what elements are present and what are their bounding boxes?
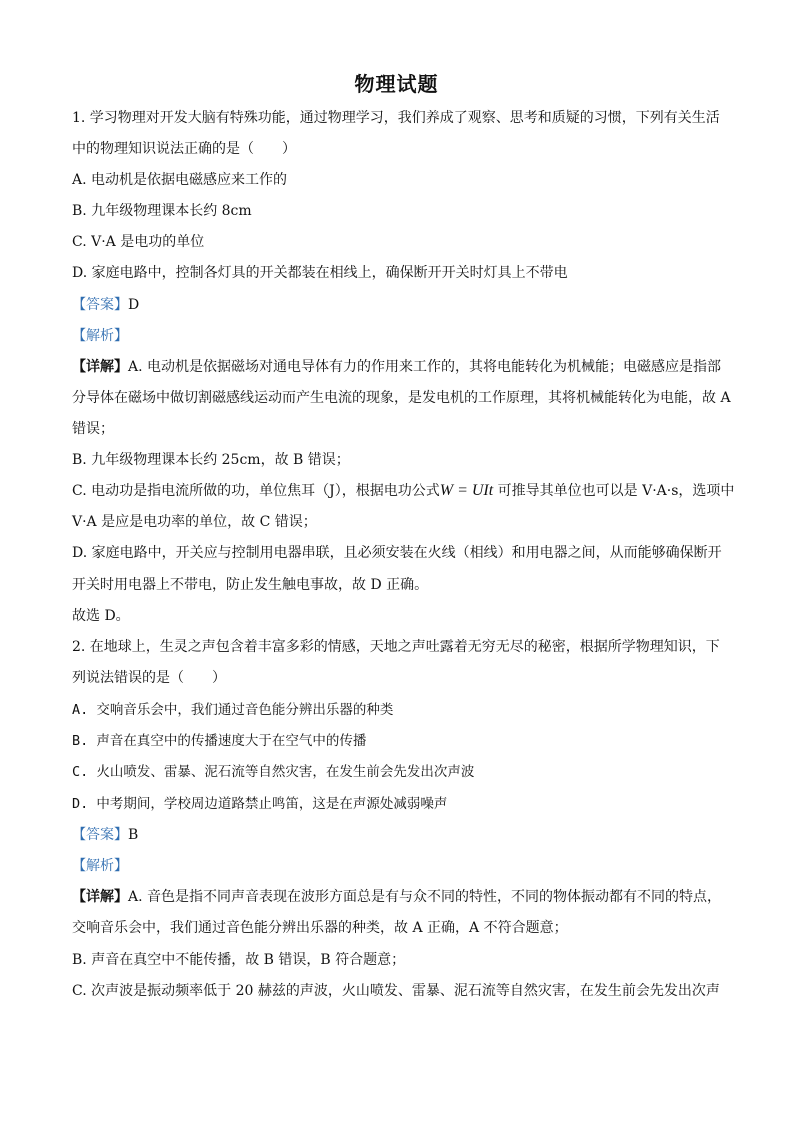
q2-detail-line2: 交响音乐会中，我们通过音色能分辨出乐器的种类，故 A 正确，A 不符合题意； <box>72 920 568 936</box>
q1-detail-line4: B. 九年级物理课本长约 25cm，故 B 错误； <box>72 452 350 468</box>
q1-option-c: C. V·A 是电功的单位 <box>72 234 205 250</box>
q2-detail-line1 <box>72 887 732 907</box>
q1-detail-line5 <box>72 481 735 501</box>
q2-analysis-label: 【解析】 <box>72 858 128 874</box>
detail-text: A. 电动机是依据磁场对通电导体有力的作用来工作的，其将电能转化为机械能；电磁感应是指部 <box>128 359 722 375</box>
detail-label: 【详解】 <box>72 359 128 375</box>
q1-detail-line1 <box>72 357 732 377</box>
q1-option-a: A. 电动机是依据电磁感应来工作的 <box>72 172 288 188</box>
detail-text: A. 音色是指不同声音表现在波形方面总是有与众不同的特性，不同的物体振动都有不同的特点， <box>128 889 722 905</box>
detail-text: 可推导其单位也可以是 V·A·s，选项中 <box>493 483 735 499</box>
q1-option-d: D. 家庭电路中，控制各灯具的开关都装在相线上，确保断开开关时灯具上不带电 <box>72 265 568 281</box>
q2-option-d: D. 中考期间，学校周边道路禁止鸣笛，这是在声源处减弱噪声 <box>72 796 448 812</box>
q1-stem-line2: 中的物理知识说法正确的是（ ） <box>72 141 296 157</box>
q1-detail-line3: 错误； <box>72 421 114 437</box>
q2-answer <box>72 825 732 845</box>
detail-label: 【详解】 <box>72 889 128 905</box>
q2-detail-line3: B. 声音在真空中不能传播，故 B 错误，B 符合题意； <box>72 952 406 968</box>
q1-stem-line1: 1. 学习物理对开发大脑有特殊功能，通过物理学习，我们养成了观察、思考和质疑的习惯，下列有关生活 <box>72 110 720 126</box>
q1-detail-line7: D. 家庭电路中，开关应与控制用电器串联，且必须安装在火线（相线）和用电器之间，从而能够确保断开 <box>72 545 722 561</box>
answer-value: B <box>128 827 139 843</box>
q1-option-b: B. 九年级物理课本长约 8cm <box>72 203 252 219</box>
q1-conclusion: 故选 D。 <box>72 608 130 624</box>
q1-answer <box>72 295 732 315</box>
page-title: 物理试题 <box>354 72 439 96</box>
q1-detail-line8: 开关时用电器上不带电，防止发生触电事故，故 D 正确。 <box>72 577 429 593</box>
q2-option-c: C. 火山喷发、雷暴、泥石流等自然灾害，在发生前会先发出次声波 <box>72 764 475 780</box>
q2-stem-line2: 列说法错误的是（ ） <box>72 670 226 686</box>
formula: W = UIt <box>439 482 494 499</box>
q1-analysis-label: 【解析】 <box>72 328 128 344</box>
q1-detail-line2: 分导体在磁场中做切割磁感线运动而产生电流的现象，是发电机的工作原理，其将机械能转化为电能，故 A <box>72 390 731 406</box>
answer-label: 【答案】 <box>72 827 128 843</box>
q2-stem-line1: 2. 在地球上，生灵之声包含着丰富多彩的情感，天地之声吐露着无穷无尽的秘密，根据所学物理知识，下 <box>72 639 720 655</box>
q2-option-b: B. 声音在真空中的传播速度大于在空气中的传播 <box>72 733 367 749</box>
answer-label: 【答案】 <box>72 297 128 313</box>
detail-text: C. 电动功是指电流所做的功，单位焦耳（J），根据电功公式 <box>72 483 440 499</box>
answer-value: D <box>128 297 140 313</box>
q1-detail-line6: V·A 是应是电功率的单位，故 C 错误； <box>72 514 317 530</box>
q2-detail-line4: C. 次声波是振动频率低于 20 赫兹的声波，火山喷发、雷暴、泥石流等自然灾害，在发生前会先发出次声 <box>72 983 720 999</box>
q2-option-a: A. 交响音乐会中，我们通过音色能分辨出乐器的种类 <box>72 702 394 718</box>
